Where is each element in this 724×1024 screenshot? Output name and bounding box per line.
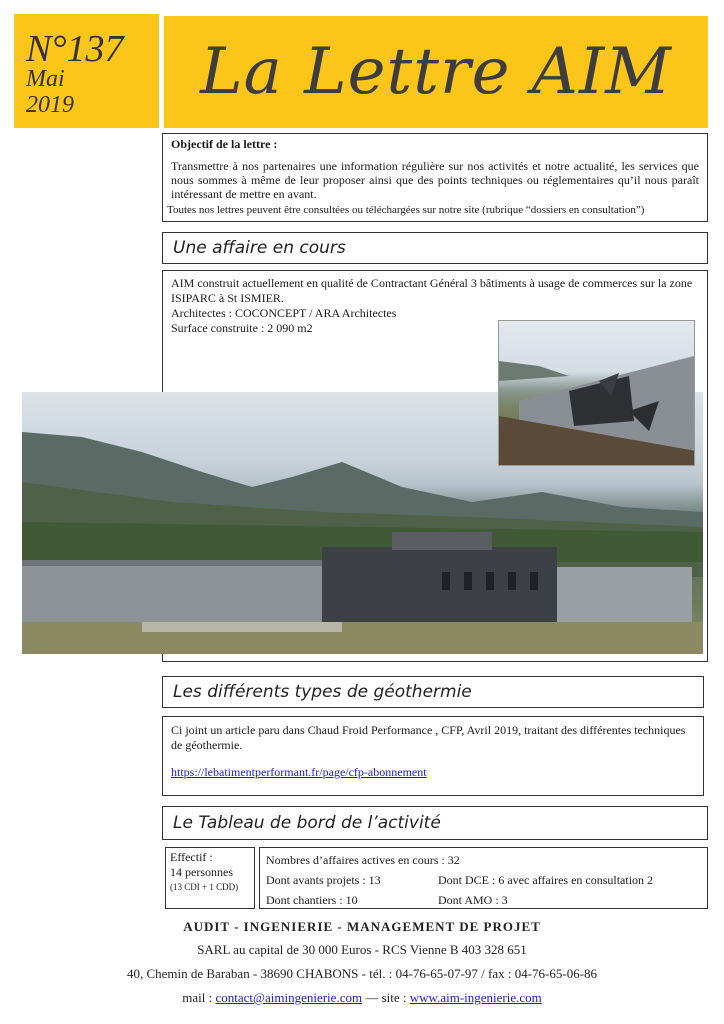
affaire-description: AIM construit actuellement en qualité de Contractant Général 3 bâtiments à usage de commerces sur la zone ISIPARC à St ISMIER. bbox=[171, 276, 693, 305]
footer-mail-label: mail : bbox=[182, 990, 213, 1005]
objectif-note: Toutes nos lettres peuvent être consultées ou téléchargées sur notre site (rubrique “dossiers en consultation”) bbox=[167, 204, 645, 216]
issue-box bbox=[14, 14, 159, 128]
effectif-box bbox=[165, 847, 255, 909]
footer-site-label: — site : bbox=[365, 990, 407, 1005]
affaire-architectes: Architectes : COCONCEPT / ARA Architectes bbox=[171, 306, 397, 320]
section-geothermie-heading: Les différents types de géothermie bbox=[162, 676, 704, 708]
geothermie-link[interactable]: https://lebatimentperformant.fr/page/cfp-abonnement bbox=[171, 765, 427, 779]
geothermie-box bbox=[162, 716, 704, 796]
stat-chantiers: Dont chantiers : 10 bbox=[266, 893, 358, 907]
geothermie-text: Ci joint un article paru dans Chaud Froid Performance , CFP, Avril 2019, traitant des différentes techniques de géothermie. bbox=[171, 723, 686, 752]
building-photo-inset bbox=[498, 320, 695, 466]
objectif-body: Transmettre à nos partenaires une information régulière sur nos activités et notre actualité, les services que nous sommes à même de leur proposer ainsi que des points techniques ou réglementaires qu’il nous paraît intéressant de mettre en avant. bbox=[171, 159, 699, 201]
affaire-surface: Surface construite : 2 090 m2 bbox=[171, 321, 313, 335]
issue-number: N°137 bbox=[26, 28, 124, 70]
stat-dce: Dont DCE : 6 avec affaires en consultation 2 bbox=[438, 873, 654, 887]
footer-email-link[interactable]: contact@aimingenierie.com bbox=[215, 990, 363, 1005]
footer-contact bbox=[0, 986, 724, 1010]
issue-month: Mai bbox=[26, 66, 65, 92]
section-affaire-heading: Une affaire en cours bbox=[162, 232, 708, 264]
footer-company: SARL au capital de 30 000 Euros - RCS Vienne B 403 328 651 bbox=[197, 942, 527, 957]
stat-avant-projets: Dont avants projets : 13 bbox=[266, 873, 381, 887]
effectif-value: 14 personnes bbox=[170, 865, 233, 879]
footer-address: 40, Chemin de Baraban - 38690 CHABONS - tél. : 04-76-65-07-97 / fax : 04-76-65-06-86 bbox=[126, 966, 598, 981]
title-banner bbox=[164, 16, 708, 128]
effectif-detail: (13 CDI + 1 CDD) bbox=[170, 882, 239, 892]
footer-tagline: AUDIT - INGENIERIE - MANAGEMENT DE PROJET bbox=[183, 919, 541, 934]
stat-active: Nombres d’affaires actives en cours : 32 bbox=[266, 853, 460, 867]
newsletter-title: La Lettre AIM bbox=[200, 35, 672, 109]
building-inset-drawing bbox=[499, 321, 695, 466]
footer-website-link[interactable]: www.aim-ingenierie.com bbox=[409, 990, 542, 1005]
footer bbox=[0, 916, 724, 1010]
effectif-label: Effectif : bbox=[170, 850, 213, 864]
objectif-heading: Objectif de la lettre : bbox=[171, 137, 278, 151]
section-tableau-heading: Le Tableau de bord de l’activité bbox=[162, 806, 708, 840]
objectif-box bbox=[162, 133, 708, 222]
stat-amo: Dont AMO : 3 bbox=[438, 893, 508, 907]
issue-year: 2019 bbox=[26, 92, 74, 118]
activity-stats-box bbox=[259, 847, 708, 909]
